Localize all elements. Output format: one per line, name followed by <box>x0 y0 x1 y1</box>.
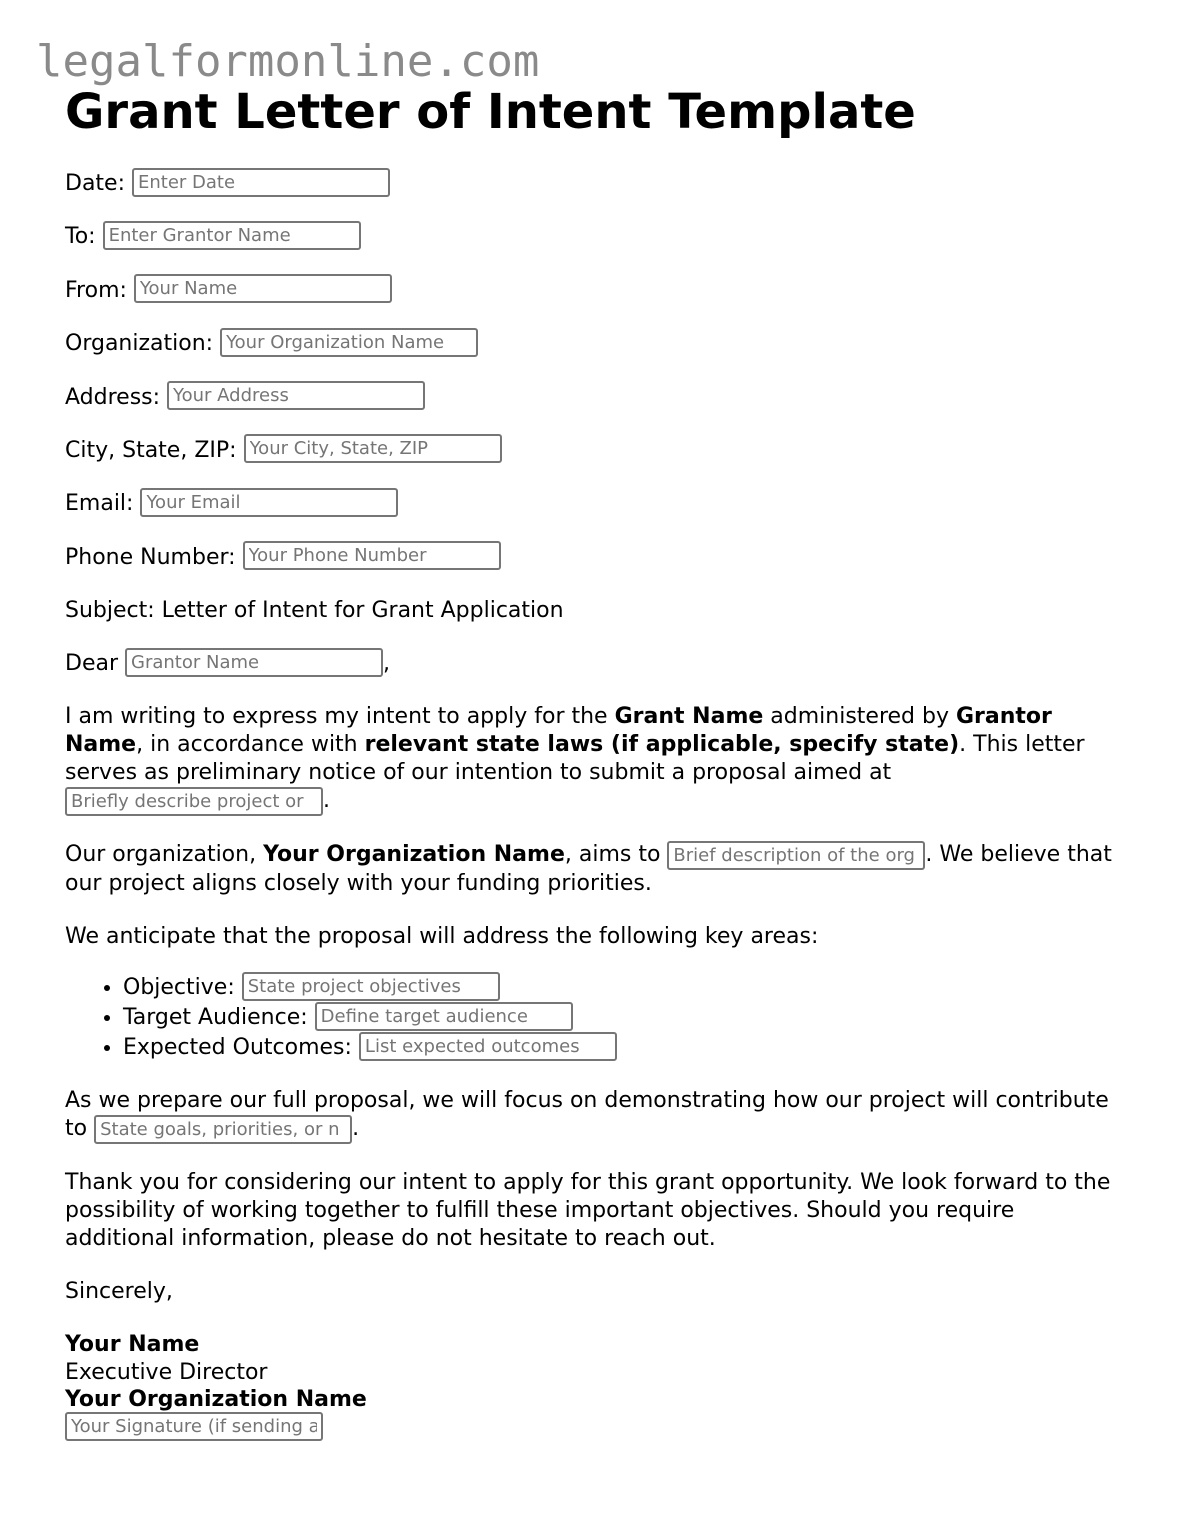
phone-input[interactable] <box>243 541 501 570</box>
state-laws-bold: relevant state laws (if applicable, specify state) <box>364 732 960 758</box>
date-input[interactable] <box>132 168 390 197</box>
salutation-comma: , <box>383 651 391 677</box>
salutation-grantor-input[interactable] <box>125 648 383 677</box>
page-title: Grant Letter of Intent Template <box>65 84 916 140</box>
city-state-zip-row <box>65 437 1125 465</box>
email-input[interactable] <box>140 488 398 517</box>
target-audience-label: Target Audience: <box>123 1005 308 1031</box>
address-input[interactable] <box>167 381 425 410</box>
text: , in accordance with <box>136 732 365 758</box>
text: . We believe that our project aligns closely with your funding priorities. <box>65 842 1112 897</box>
letter-body <box>65 82 1125 1442</box>
target-audience-input[interactable] <box>315 1002 573 1031</box>
expected-outcomes-input[interactable] <box>359 1032 617 1061</box>
to-row <box>65 223 1125 251</box>
organization-paragraph <box>65 841 1125 898</box>
intent-paragraph <box>65 703 1125 816</box>
signature-input[interactable] <box>65 1412 323 1441</box>
text: administered by <box>763 704 956 730</box>
from-label: From: <box>65 277 127 303</box>
email-label: Email: <box>65 491 134 517</box>
watermark: legalformonline.com <box>36 36 540 87</box>
email-row <box>65 490 1125 518</box>
signer-organization: Your Organization Name <box>65 1387 367 1413</box>
list-item <box>123 1003 1125 1033</box>
text: . <box>352 1116 360 1142</box>
date-row <box>65 170 1125 198</box>
objective-input[interactable] <box>242 972 500 1001</box>
thank-you-paragraph: Thank you for considering our intent to apply for this grant opportunity. We look forward to the possibility of working together to fulfill these important objectives. Should you require additional information, please do not hesitate to reach out. <box>65 1170 1111 1252</box>
text: , aims to <box>564 842 668 868</box>
from-row <box>65 277 1125 305</box>
organization-label: Organization: <box>65 331 214 357</box>
list-item <box>123 973 1125 1003</box>
phone-row <box>65 544 1125 572</box>
key-areas-intro: We anticipate that the proposal will address the following key areas: <box>65 924 819 950</box>
organization-description-input[interactable] <box>667 841 925 870</box>
signer-role: Executive Director <box>65 1359 268 1385</box>
text: As we prepare our full proposal, we will focus on demonstrating how our project will contribute to <box>65 1088 1109 1142</box>
project-description-input[interactable] <box>65 787 323 816</box>
text: . <box>323 788 330 814</box>
text: I am writing to express my intent to apply for the <box>65 704 615 730</box>
organization-row <box>65 330 1125 358</box>
address-label: Address: <box>65 384 161 410</box>
to-label: To: <box>65 224 96 250</box>
goals-paragraph <box>65 1087 1125 1144</box>
subject-line: Subject: Letter of Intent for Grant Application <box>65 598 564 624</box>
salutation-prefix: Dear <box>65 651 119 677</box>
organization-name-bold: Your Organization Name <box>263 842 565 868</box>
expected-outcomes-label: Expected Outcomes: <box>123 1035 352 1061</box>
date-label: Date: <box>65 171 125 196</box>
objective-label: Objective: <box>123 975 235 1001</box>
address-row <box>65 384 1125 412</box>
grantor-name-input[interactable] <box>103 221 361 250</box>
grant-name-bold: Grant Name <box>614 704 764 730</box>
phone-label: Phone Number: <box>65 544 236 570</box>
grantor-name-bold: Grantor Name <box>65 704 1052 758</box>
text: Our organization, <box>65 842 264 868</box>
city-state-zip-label: City, State, ZIP: <box>65 437 237 463</box>
goals-input[interactable] <box>94 1115 352 1144</box>
your-name-input[interactable] <box>134 274 392 303</box>
closing: Sincerely, <box>65 1279 173 1305</box>
city-state-zip-input[interactable] <box>244 434 502 463</box>
key-areas-list <box>65 973 1125 1063</box>
list-item <box>123 1033 1125 1063</box>
salutation <box>65 650 1125 678</box>
organization-input[interactable] <box>220 328 478 357</box>
signature-block <box>65 1331 1125 1442</box>
text: . This letter serves as preliminary notice of our intention to submit a proposal aimed at <box>65 732 1085 786</box>
signer-name: Your Name <box>65 1332 200 1358</box>
